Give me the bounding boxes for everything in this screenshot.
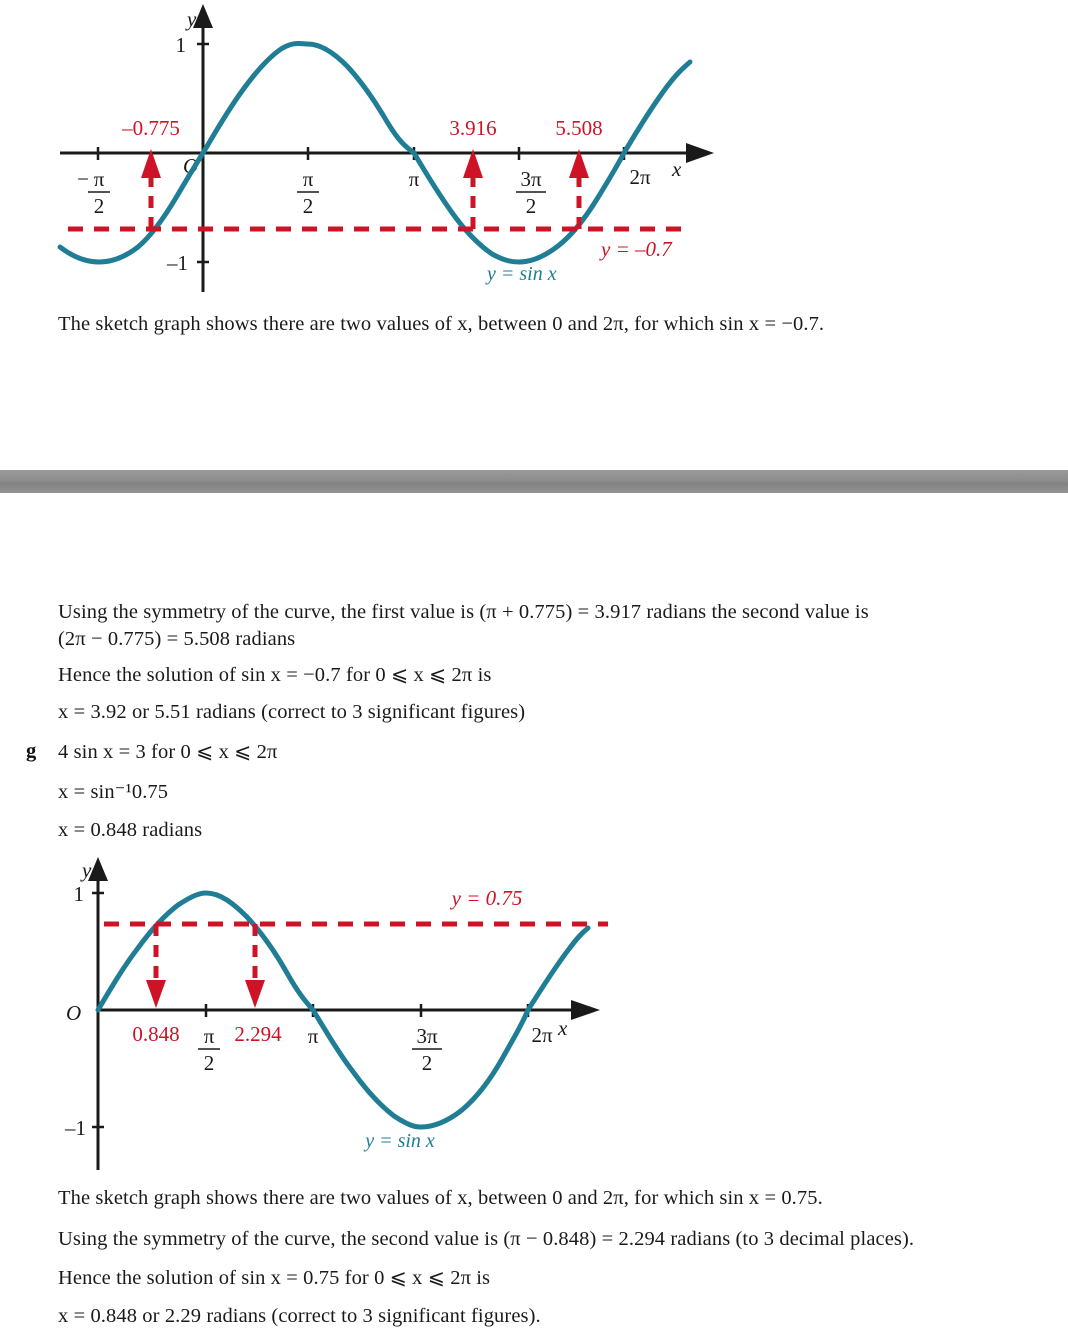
marker-label-neg-0775: –0.775 xyxy=(122,116,180,140)
y-axis-label: y xyxy=(187,7,197,31)
x-tick-label-pi: π xyxy=(408,167,420,191)
x-tick-label-pi-over-2 xyxy=(297,167,319,218)
marker-label-5508: 5.508 xyxy=(555,116,603,140)
svg-text:2: 2 xyxy=(203,1051,215,1075)
conclusion-line-9: Using the symmetry of the curve, the second value is (π − 0.848) = 2.294 radians (to 3 decimal places). xyxy=(58,1228,915,1250)
conclusion-line-11: x = 0.848 or 2.29 radians (correct to 3 significant figures). xyxy=(58,1305,541,1327)
marker-label-2294: 2.294 xyxy=(234,1022,282,1046)
x-tick-label-pi: π xyxy=(307,1024,319,1048)
level-line-label: y = 0.75 xyxy=(451,886,523,910)
svg-text:π: π xyxy=(203,1024,215,1048)
question-line-5: 4 sin x = 3 for 0 ⩽ x ⩽ 2π xyxy=(58,741,278,763)
marker-3916 xyxy=(463,149,483,229)
svg-text:π: π xyxy=(93,167,105,191)
marker-label-0848: 0.848 xyxy=(132,1022,180,1046)
x-tick-label-2pi: 2π xyxy=(629,165,651,189)
conclusion-line-8: The sketch graph shows there are two values of x, between 0 and 2π, for which sin x = 0.75. xyxy=(58,1187,823,1209)
origin-label: O xyxy=(66,1001,82,1025)
svg-text:2: 2 xyxy=(421,1051,433,1075)
y-tick-label-neg1: –1 xyxy=(167,251,188,275)
marker-label-3916: 3.916 xyxy=(449,116,497,140)
solution-line-4: x = 3.92 or 5.51 radians (correct to 3 significant figures) xyxy=(58,701,526,723)
svg-text:2: 2 xyxy=(302,194,314,218)
solution-line-2b: (2π − 0.775) = 5.508 radians xyxy=(58,628,296,650)
x-axis-arrowhead xyxy=(571,1000,600,1020)
svg-text:3π: 3π xyxy=(416,1024,438,1048)
curve-label: y = sin x xyxy=(365,1130,435,1152)
svg-text:2: 2 xyxy=(525,194,537,218)
origin-label: O xyxy=(183,154,199,178)
x-tick-label-3pi-over-2 xyxy=(516,167,546,218)
y-tick-label-1: 1 xyxy=(175,33,186,57)
conclusion-line-10: Hence the solution of sin x = 0.75 for 0 ⩽ x ⩽ 2π is xyxy=(58,1267,491,1289)
y-tick-label-1: 1 xyxy=(73,882,84,906)
x-axis-arrowhead xyxy=(686,143,714,163)
svg-text:3π: 3π xyxy=(520,167,542,191)
y-tick-label-neg1: –1 xyxy=(65,1116,86,1140)
level-line-label: y = –0.7 xyxy=(601,237,672,261)
solution-line-3: Hence the solution of sin x = −0.7 for 0 ⩽ x ⩽ 2π is xyxy=(58,664,492,686)
working-line-7: x = 0.848 radians xyxy=(58,819,203,841)
explanation-line-1: The sketch graph shows there are two values of x, between 0 and 2π, for which sin x = −0.7. xyxy=(58,313,825,335)
x-tick-label-neg-pi-over-2 xyxy=(77,167,110,218)
x-tick-label-2pi: 2π xyxy=(531,1023,553,1047)
svg-text:2: 2 xyxy=(93,194,105,218)
svg-text:−: − xyxy=(77,167,89,191)
marker-neg-0775 xyxy=(141,149,161,229)
y-axis-label: y xyxy=(82,858,92,882)
solution-line-2a: Using the symmetry of the curve, the first value is (π + 0.775) = 3.917 radians the second value is xyxy=(58,601,869,623)
x-tick-label-3pi-over-2 xyxy=(412,1024,442,1075)
x-axis-label: x xyxy=(672,157,682,181)
item-label-g: g xyxy=(26,740,37,762)
section-separator-bar xyxy=(0,470,1068,493)
sine-graph-bottom xyxy=(0,845,680,1175)
x-tick-label-pi-over-2 xyxy=(198,1024,220,1075)
sine-graph-top xyxy=(0,0,740,300)
working-line-6: x = sin⁻¹0.75 xyxy=(58,781,169,803)
svg-text:π: π xyxy=(302,167,314,191)
x-axis-label: x xyxy=(558,1016,568,1040)
curve-label: y = sin x xyxy=(487,263,557,285)
